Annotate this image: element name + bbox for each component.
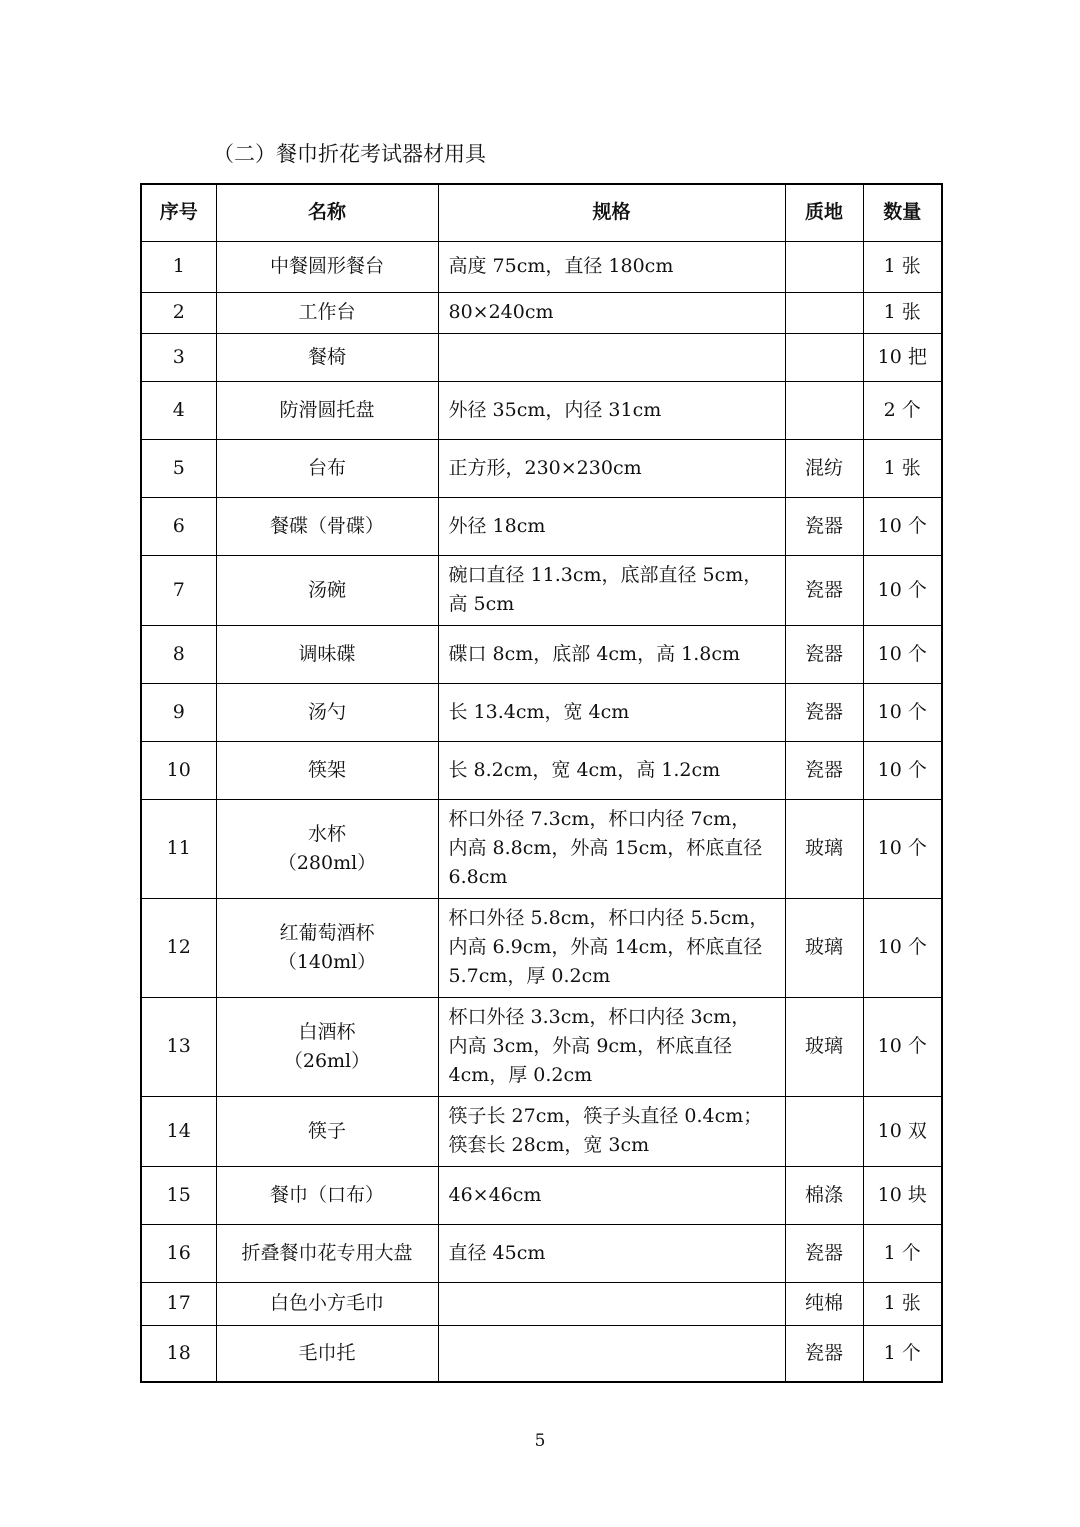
item-spec-cell xyxy=(438,1325,785,1382)
item-spec-cell xyxy=(438,898,785,997)
row-number: 17 xyxy=(141,1282,216,1325)
item-name-cell xyxy=(216,381,438,439)
item-material xyxy=(785,241,863,292)
page-number: 5 xyxy=(534,1431,546,1451)
item-quantity: 10 个 xyxy=(863,497,942,555)
item-name-cell xyxy=(216,497,438,555)
item-quantity: 10 个 xyxy=(863,555,942,625)
item-name: 餐碟（骨碟） xyxy=(269,514,384,537)
header-spec: 规格 xyxy=(438,184,785,241)
item-name-cell xyxy=(216,799,438,898)
item-material: 瓷器 xyxy=(785,1325,863,1382)
item-name: 汤碗 xyxy=(307,578,346,601)
item-material: 瓷器 xyxy=(785,625,863,683)
item-spec-line: 高度 75cm，直径 180cm xyxy=(448,255,674,277)
item-spec-cell xyxy=(438,333,785,381)
item-spec-line: 外径 35cm，内径 31cm xyxy=(448,398,662,421)
item-material: 瓷器 xyxy=(785,1224,863,1282)
item-quantity: 1 张 xyxy=(863,439,942,497)
item-name-cell xyxy=(216,1166,438,1224)
item-material: 玻璃 xyxy=(785,997,863,1096)
item-spec-line: 碟口 8cm，底部 4cm，高 1.8cm xyxy=(448,642,740,665)
item-quantity: 1 张 xyxy=(863,241,942,292)
item-capacity: （26ml） xyxy=(283,1049,371,1072)
item-name: 中餐圆形餐台 xyxy=(269,255,384,277)
item-name-cell xyxy=(216,625,438,683)
row-number: 1 xyxy=(141,241,216,292)
item-material xyxy=(785,292,863,333)
table-row xyxy=(141,898,942,997)
table-row xyxy=(141,997,942,1096)
item-name: 餐椅 xyxy=(307,345,346,368)
item-name: 筷子 xyxy=(307,1119,346,1142)
item-name-cell xyxy=(216,1282,438,1325)
item-spec-line: 长 13.4cm，宽 4cm xyxy=(448,700,630,723)
item-spec-line: 杯口外径 7.3cm，杯口内径 7cm， xyxy=(448,808,751,830)
table-row xyxy=(141,333,942,381)
item-spec-line: 6.8cm xyxy=(448,866,508,888)
item-name: 折叠餐巾花专用大盘 xyxy=(241,1241,413,1264)
item-capacity: （140ml） xyxy=(277,950,377,973)
item-material: 玻璃 xyxy=(785,898,863,997)
table-row xyxy=(141,799,942,898)
table-row xyxy=(141,1096,942,1166)
row-number: 2 xyxy=(141,292,216,333)
item-name-cell xyxy=(216,292,438,333)
row-number: 13 xyxy=(141,997,216,1096)
item-name: 红葡萄酒杯 xyxy=(279,921,375,944)
table-row xyxy=(141,241,942,292)
item-spec-line: 筷套长 28cm，宽 3cm xyxy=(448,1134,650,1156)
item-quantity: 10 块 xyxy=(863,1166,942,1224)
item-spec-cell xyxy=(438,555,785,625)
item-material: 玻璃 xyxy=(785,799,863,898)
item-spec-cell xyxy=(438,997,785,1096)
row-number: 11 xyxy=(141,799,216,898)
table-row xyxy=(141,1282,942,1325)
item-material: 瓷器 xyxy=(785,683,863,741)
item-material xyxy=(785,381,863,439)
item-name-cell xyxy=(216,997,438,1096)
item-spec-cell xyxy=(438,741,785,799)
item-name: 餐巾（口布） xyxy=(269,1183,384,1206)
item-spec-line: 内高 8.8cm，外高 15cm，杯底直径 xyxy=(448,837,763,859)
item-quantity: 10 个 xyxy=(863,625,942,683)
item-name: 白色小方毛巾 xyxy=(269,1292,384,1314)
item-material: 混纺 xyxy=(785,439,863,497)
item-quantity: 10 个 xyxy=(863,799,942,898)
item-material: 纯棉 xyxy=(785,1282,863,1325)
equipment-table xyxy=(140,183,943,1383)
item-quantity: 10 个 xyxy=(863,741,942,799)
item-spec-cell xyxy=(438,625,785,683)
row-number: 14 xyxy=(141,1096,216,1166)
item-capacity: （280ml） xyxy=(277,851,377,874)
row-number: 12 xyxy=(141,898,216,997)
item-spec-cell xyxy=(438,439,785,497)
item-spec-cell xyxy=(438,799,785,898)
item-material xyxy=(785,1096,863,1166)
table-row xyxy=(141,1166,942,1224)
table-row xyxy=(141,625,942,683)
item-spec-cell xyxy=(438,497,785,555)
row-number: 18 xyxy=(141,1325,216,1382)
item-spec-line: 碗口直径 11.3cm，底部直径 5cm， xyxy=(448,564,763,586)
item-spec-cell xyxy=(438,1166,785,1224)
item-name-cell xyxy=(216,439,438,497)
item-name-cell xyxy=(216,1325,438,1382)
item-name: 台布 xyxy=(307,456,346,479)
item-name: 防滑圆托盘 xyxy=(279,398,375,421)
item-quantity: 1 张 xyxy=(863,1282,942,1325)
row-number: 5 xyxy=(141,439,216,497)
row-number: 9 xyxy=(141,683,216,741)
item-spec-cell xyxy=(438,683,785,741)
item-spec-line: 高 5cm xyxy=(448,593,515,615)
section-heading: （二）餐巾折花考试器材用具 xyxy=(213,142,486,166)
item-name: 白酒杯 xyxy=(298,1020,356,1043)
item-spec-cell xyxy=(438,241,785,292)
item-name-cell xyxy=(216,555,438,625)
row-number: 3 xyxy=(141,333,216,381)
table-row xyxy=(141,439,942,497)
header-name: 名称 xyxy=(216,184,438,241)
item-spec-line: 直径 45cm xyxy=(448,1241,546,1264)
table-row xyxy=(141,741,942,799)
item-name-cell xyxy=(216,1096,438,1166)
item-spec-line: 筷子长 27cm，筷子头直径 0.4cm； xyxy=(448,1105,763,1127)
row-number: 8 xyxy=(141,625,216,683)
item-name: 筷架 xyxy=(307,758,346,781)
item-spec-line: 4cm，厚 0.2cm xyxy=(448,1064,593,1086)
item-spec-line: 外径 18cm xyxy=(448,514,546,537)
item-quantity: 1 个 xyxy=(863,1224,942,1282)
item-name: 工作台 xyxy=(298,301,356,323)
table-header-row xyxy=(141,184,942,241)
row-number: 6 xyxy=(141,497,216,555)
item-name-cell xyxy=(216,1224,438,1282)
item-quantity: 10 个 xyxy=(863,997,942,1096)
item-spec-line: 46×46cm xyxy=(448,1183,542,1206)
item-quantity: 10 把 xyxy=(863,333,942,381)
header-quantity: 数量 xyxy=(863,184,942,241)
item-material: 瓷器 xyxy=(785,497,863,555)
row-number: 10 xyxy=(141,741,216,799)
item-quantity: 10 个 xyxy=(863,898,942,997)
item-name-cell xyxy=(216,683,438,741)
table-row xyxy=(141,555,942,625)
table-row xyxy=(141,292,942,333)
table-row xyxy=(141,497,942,555)
item-spec-line: 杯口外径 5.8cm，杯口内径 5.5cm， xyxy=(448,907,769,929)
item-spec-line: 内高 3cm，外高 9cm，杯底直径 xyxy=(448,1035,733,1057)
item-spec-line: 5.7cm，厚 0.2cm xyxy=(448,965,611,987)
item-name: 水杯 xyxy=(307,822,346,845)
item-material: 瓷器 xyxy=(785,741,863,799)
header-no: 序号 xyxy=(141,184,216,241)
row-number: 15 xyxy=(141,1166,216,1224)
table-row xyxy=(141,1325,942,1382)
item-name-cell xyxy=(216,741,438,799)
item-material: 棉涤 xyxy=(785,1166,863,1224)
item-spec-line: 长 8.2cm，宽 4cm，高 1.2cm xyxy=(448,758,721,781)
item-spec-line: 杯口外径 3.3cm，杯口内径 3cm， xyxy=(448,1006,751,1028)
item-name: 汤勺 xyxy=(307,700,346,723)
row-number: 4 xyxy=(141,381,216,439)
item-quantity: 1 张 xyxy=(863,292,942,333)
item-spec-line: 内高 6.9cm，外高 14cm，杯底直径 xyxy=(448,936,763,958)
item-quantity: 1 个 xyxy=(863,1325,942,1382)
item-spec-line: 正方形，230×230cm xyxy=(448,456,642,479)
item-spec-cell xyxy=(438,1224,785,1282)
item-material: 瓷器 xyxy=(785,555,863,625)
table-row xyxy=(141,381,942,439)
item-name-cell xyxy=(216,241,438,292)
item-name-cell xyxy=(216,333,438,381)
item-spec-cell xyxy=(438,1096,785,1166)
item-spec-cell xyxy=(438,1282,785,1325)
item-name-cell xyxy=(216,898,438,997)
header-material: 质地 xyxy=(785,184,863,241)
item-spec-cell xyxy=(438,381,785,439)
item-name: 调味碟 xyxy=(298,642,356,665)
table-row xyxy=(141,1224,942,1282)
item-quantity: 10 个 xyxy=(863,683,942,741)
item-spec-cell xyxy=(438,292,785,333)
item-quantity: 2 个 xyxy=(863,381,942,439)
item-spec-line: 80×240cm xyxy=(448,301,554,323)
row-number: 7 xyxy=(141,555,216,625)
table-row xyxy=(141,683,942,741)
item-quantity: 10 双 xyxy=(863,1096,942,1166)
item-name: 毛巾托 xyxy=(298,1341,356,1364)
row-number: 16 xyxy=(141,1224,216,1282)
item-material xyxy=(785,333,863,381)
